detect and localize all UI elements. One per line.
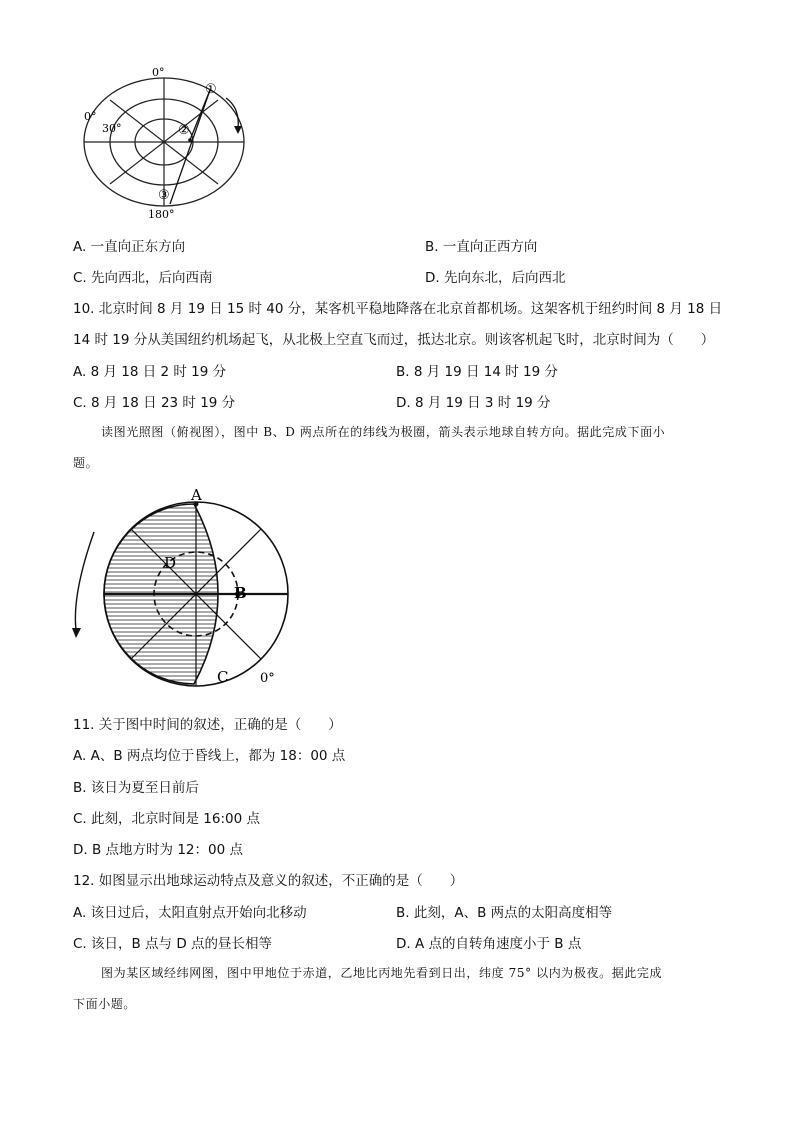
q11-option-d: D. B 点地方时为 12：00 点 [73, 842, 243, 858]
illumination-diagram [66, 482, 302, 698]
q12-option-b: B. 此刻，A、B 两点的太阳高度相等 [396, 905, 613, 921]
label-d: D [164, 554, 177, 572]
passage2-line2: 下面小题。 [73, 997, 137, 1011]
q12-stem: 12. 如图显示出地球运动特点及意义的叙述，不正确的是（ ） [73, 873, 464, 889]
label-b: B [234, 584, 247, 602]
q9-option-a: A. 一直向正东方向 [73, 239, 186, 255]
q10-option-c: C. 8 月 18 日 23 时 19 分 [73, 395, 236, 411]
q10-option-a: A. 8 月 18 日 2 时 19 分 [73, 364, 227, 380]
label-0-meridian: 0° [260, 671, 275, 686]
q11-stem: 11. 关于图中时间的叙述，正确的是（ ） [73, 717, 342, 733]
marker-2: ② [178, 123, 190, 138]
passage1-line1: 读图光照图（俯视图），图中 B、D 两点所在的纬线为极圈，箭头表示地球自转方向。据此完成下面小 [101, 425, 666, 439]
q9-option-b: B. 一直向正西方向 [425, 239, 538, 255]
q10-option-b: B. 8 月 19 日 14 时 19 分 [396, 364, 559, 380]
q11-option-a: A. A、B 两点均位于昏线上，都为 18：00 点 [73, 748, 346, 764]
q12-option-c: C. 该日，B 点与 D 点的昼长相等 [73, 936, 273, 952]
q9-option-d: D. 先向东北，后向西北 [425, 270, 566, 286]
q11-option-b: B. 该日为夏至日前后 [73, 780, 199, 796]
marker-3: ③ [158, 188, 170, 203]
q10-stem-line1: 10. 北京时间 8 月 19 日 15 时 40 分，某客机平稳地降落在北京首都机场。这架客机于纽约时间 8 月 18 日 [73, 301, 723, 317]
label-a: A [191, 486, 202, 504]
polar-route-diagram [78, 62, 250, 222]
marker-1: ① [205, 82, 217, 97]
q11-option-c: C. 此刻，北京时间是 16:00 点 [73, 811, 260, 827]
q10-option-d: D. 8 月 19 日 3 时 19 分 [396, 395, 551, 411]
q10-stem-line2: 14 时 19 分从美国纽约机场起飞，从北极上空直飞而过，抵达北京。则该客机起飞时，北京时间为（ ） [73, 332, 715, 348]
label-30: 30° [102, 122, 122, 135]
label-180: 180° [148, 208, 175, 221]
passage2-line1: 图为某区域经纬网图，图中甲地位于赤道，乙地比丙地先看到日出，纬度 75° 以内为极夜。据此完成 [101, 966, 663, 980]
q12-option-a: A. 该日过后，太阳直射点开始向北移动 [73, 905, 307, 921]
label-0-top: 0° [152, 66, 165, 79]
label-c: C [217, 668, 229, 686]
label-0-left: 0° [84, 110, 97, 123]
passage1-line2: 题。 [73, 456, 99, 470]
q12-option-d: D. A 点的自转角速度小于 B 点 [396, 936, 582, 952]
q9-option-c: C. 先向西北，后向西南 [73, 270, 213, 286]
